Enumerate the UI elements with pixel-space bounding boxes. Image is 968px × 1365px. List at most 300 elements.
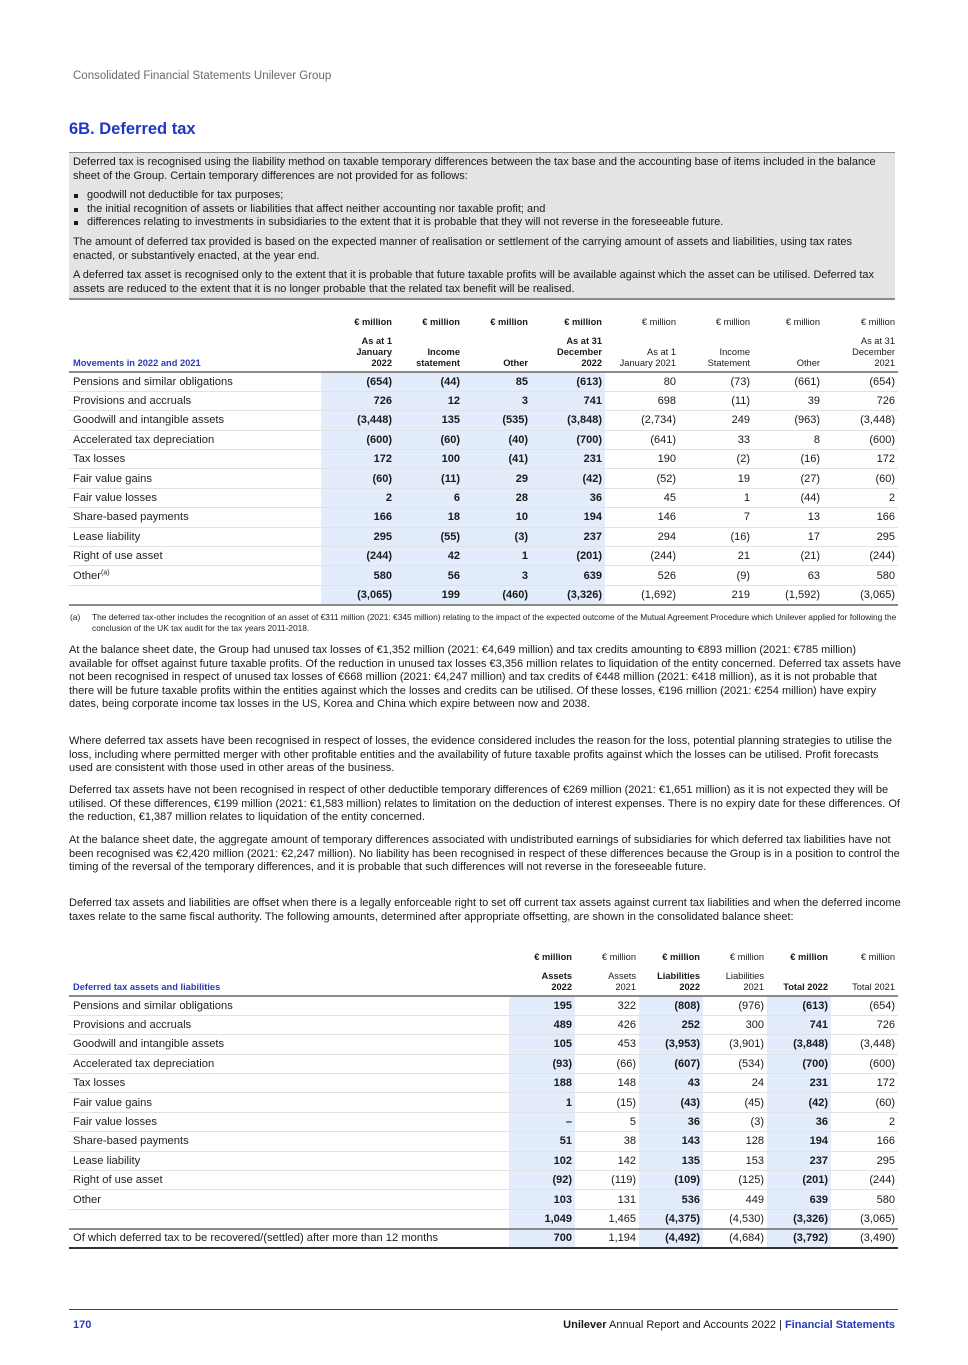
- value-cell: 103: [509, 1190, 575, 1209]
- row-label: [69, 1074, 509, 1093]
- value-cell: 12: [395, 391, 463, 410]
- table-row: [69, 527, 898, 546]
- column-header-line: Assets: [608, 971, 636, 981]
- value-cell: (654): [321, 372, 395, 391]
- row-label-text: Accelerated tax depreciation: [73, 1057, 215, 1070]
- value-cell: 1,465: [575, 1209, 639, 1228]
- value-cell: (4,530): [703, 1209, 767, 1228]
- row-label: [69, 1171, 509, 1190]
- value-cell: (3,848): [531, 411, 605, 430]
- value-cell: 2: [823, 488, 898, 507]
- row-label-text: Fair value gains: [73, 472, 152, 485]
- column-header: [703, 971, 767, 996]
- value-cell: (3,448): [823, 411, 898, 430]
- value-cell: (73): [679, 372, 753, 391]
- policy-bullet: the initial recognition of assets or liabilities that affect neither accounting nor taxable profit; and: [73, 203, 891, 217]
- column-header-line: 2022: [551, 982, 572, 992]
- value-cell: 5: [575, 1112, 639, 1131]
- value-cell: 172: [321, 450, 395, 469]
- row-label: [69, 508, 321, 527]
- value-cell: (9): [679, 566, 753, 585]
- value-cell: 700: [509, 1229, 575, 1248]
- value-cell: 580: [823, 566, 898, 585]
- value-cell: 43: [639, 1074, 703, 1093]
- value-cell: (661): [753, 372, 823, 391]
- policy-paragraph: A deferred tax asset is recognised only to the extent that it is probable that future taxable profits will be available against which the asset can be utilised. Deferred tax assets are reduced to the extent that it is no longer probable that the related tax benefit will be realised.: [73, 269, 875, 295]
- value-cell: 726: [823, 391, 898, 410]
- row-label: [69, 1209, 509, 1228]
- row-label: [69, 391, 321, 410]
- row-label-text: Fair value losses: [73, 1116, 157, 1129]
- row-label: [69, 1190, 509, 1209]
- row-label: [69, 1112, 509, 1131]
- row-label-text: Of which deferred tax to be recovered/(settled) after more than 12 months: [73, 1232, 439, 1245]
- value-cell: 131: [575, 1190, 639, 1209]
- value-cell: 102: [509, 1151, 575, 1170]
- value-cell: (92): [509, 1171, 575, 1190]
- footnote-text: The deferred tax-other includes the recognition of an asset of €311 million (2021: €345 million) relating to the impact of the expected outcome of the Mutual Agreement Procedure which Unilever applied for following the conclusion of the UK tax audit for the tax years 2011-2018.: [92, 612, 897, 633]
- row-label-text: Share-based payments: [73, 511, 189, 524]
- row-label-text: Right of use asset: [73, 550, 163, 563]
- value-cell: 741: [767, 1015, 831, 1034]
- value-cell: (3,848): [767, 1035, 831, 1054]
- value-cell: 8: [753, 430, 823, 449]
- value-cell: (963): [753, 411, 823, 430]
- footer-brand: Unilever: [563, 1319, 607, 1331]
- value-cell: (3,901): [703, 1035, 767, 1054]
- value-cell: 194: [767, 1132, 831, 1151]
- value-cell: (4,492): [639, 1229, 703, 1248]
- value-cell: 188: [509, 1074, 575, 1093]
- value-cell: 28: [463, 488, 531, 507]
- value-cell: (534): [703, 1054, 767, 1073]
- value-cell: (654): [831, 996, 898, 1015]
- value-cell: 489: [509, 1015, 575, 1034]
- column-header-line: 2022: [679, 982, 700, 992]
- section-title: 6B. Deferred tax: [69, 120, 196, 138]
- value-cell: (654): [823, 372, 898, 391]
- total-row: [69, 1209, 898, 1228]
- value-cell: (93): [509, 1054, 575, 1073]
- row-label: [69, 1093, 509, 1112]
- table-row: [69, 411, 898, 430]
- running-header: Consolidated Financial Statements Unilever Group: [73, 70, 332, 82]
- policy-bullet-list: [73, 189, 891, 230]
- table-row: [69, 1074, 898, 1093]
- value-cell: (55): [395, 527, 463, 546]
- value-cell: –: [509, 1112, 575, 1131]
- value-cell: 294: [605, 527, 679, 546]
- movements-table: [69, 317, 898, 606]
- row-label-text: Other: [73, 569, 101, 582]
- value-cell: 21: [679, 547, 753, 566]
- column-header-line: 2021: [743, 982, 764, 992]
- value-cell: (125): [703, 1171, 767, 1190]
- column-header-line: Assets: [541, 971, 572, 981]
- row-label-text: Share-based payments: [73, 1135, 189, 1148]
- table-row: [69, 430, 898, 449]
- unit-label: € million: [860, 952, 895, 962]
- value-cell: 249: [679, 411, 753, 430]
- value-cell: 56: [395, 566, 463, 585]
- column-header-line: Total 2022: [783, 982, 828, 992]
- value-cell: 10: [463, 508, 531, 527]
- value-cell: 172: [831, 1074, 898, 1093]
- value-cell: 195: [509, 996, 575, 1015]
- value-cell: (60): [831, 1093, 898, 1112]
- value-cell: (109): [639, 1171, 703, 1190]
- value-cell: 146: [605, 508, 679, 527]
- assets-liabilities-table: [69, 952, 898, 1249]
- value-cell: (244): [831, 1171, 898, 1190]
- column-header-line: Income: [427, 347, 460, 357]
- value-cell: (119): [575, 1171, 639, 1190]
- value-cell: 1: [463, 547, 531, 566]
- value-cell: 63: [753, 566, 823, 585]
- value-cell: (3,792): [767, 1229, 831, 1248]
- value-cell: (808): [639, 996, 703, 1015]
- column-header: [509, 971, 575, 996]
- value-cell: 148: [575, 1074, 639, 1093]
- value-cell: 2: [831, 1112, 898, 1131]
- body-paragraph: Deferred tax assets and liabilities are offset when there is a legally enforceable right to set off current tax assets against current tax liabilities and when the deferred income taxes relate to the same fiscal authority. The following amounts, determined after appropriate offsetting, are shown in the consolidated balance sheet:: [69, 897, 901, 923]
- table-row: [69, 1171, 898, 1190]
- value-cell: 1,194: [575, 1229, 639, 1248]
- footnote: [69, 612, 898, 634]
- table-row: [69, 1015, 898, 1034]
- value-cell: 580: [831, 1190, 898, 1209]
- value-cell: (11): [395, 469, 463, 488]
- value-cell: (3,448): [321, 411, 395, 430]
- value-cell: (2,734): [605, 411, 679, 430]
- footnote-reference: (a): [100, 568, 110, 576]
- value-cell: (535): [463, 411, 531, 430]
- value-cell: 1: [509, 1093, 575, 1112]
- value-cell: 698: [605, 391, 679, 410]
- value-cell: 17: [753, 527, 823, 546]
- value-cell: 166: [831, 1132, 898, 1151]
- row-label: [69, 1035, 509, 1054]
- value-cell: (976): [703, 996, 767, 1015]
- value-cell: (60): [395, 430, 463, 449]
- value-cell: (40): [463, 430, 531, 449]
- column-header: [679, 336, 753, 372]
- value-cell: (42): [531, 469, 605, 488]
- value-cell: (21): [753, 547, 823, 566]
- row-label: [69, 1054, 509, 1073]
- column-header: [831, 971, 898, 996]
- accounting-policy-box: [69, 152, 895, 300]
- value-cell: 33: [679, 430, 753, 449]
- row-label-text: Tax losses: [73, 453, 126, 466]
- unit-label: € million: [729, 952, 764, 962]
- value-cell: (613): [531, 372, 605, 391]
- page-number: 170: [73, 1319, 92, 1331]
- row-label-text: Lease liability: [73, 530, 141, 543]
- value-cell: 190: [605, 450, 679, 469]
- value-cell: (244): [605, 547, 679, 566]
- value-cell: 231: [767, 1074, 831, 1093]
- value-cell: (3): [703, 1112, 767, 1131]
- value-cell: (201): [531, 547, 605, 566]
- table-row: [69, 488, 898, 507]
- value-cell: 300: [703, 1015, 767, 1034]
- value-cell: 128: [703, 1132, 767, 1151]
- value-cell: (244): [321, 547, 395, 566]
- value-cell: (45): [703, 1093, 767, 1112]
- value-cell: 39: [753, 391, 823, 410]
- column-header-line: As at 31: [566, 336, 602, 346]
- value-cell: (641): [605, 430, 679, 449]
- body-paragraph: Where deferred tax assets have been recognised in respect of losses, the evidence considered includes the reason for the loss, potential planning strategies to utilise the loss, including where permitted merger with other profitable entities and the availability of future taxable profits against which the losses can be utilised. Profit forecasts used are consistent with those used in other areas of the business.: [69, 735, 893, 775]
- value-cell: 536: [639, 1190, 703, 1209]
- unit-label: € million: [785, 317, 820, 327]
- value-cell: (60): [823, 469, 898, 488]
- row-label: [69, 1229, 509, 1248]
- table-row: [69, 469, 898, 488]
- value-cell: 580: [321, 566, 395, 585]
- table-row: [69, 1093, 898, 1112]
- value-cell: 80: [605, 372, 679, 391]
- table-row: [69, 1112, 898, 1131]
- value-cell: 219: [679, 585, 753, 604]
- policy-intro: Deferred tax is recognised using the liability method on taxable temporary differences between the tax base and the accounting base of items included in the balance sheet of the Group. Certain temporary differences are not provided for as follows:: [73, 156, 876, 182]
- value-cell: (3,065): [831, 1209, 898, 1228]
- value-cell: 36: [531, 488, 605, 507]
- row-label-text: Right of use asset: [73, 1174, 163, 1187]
- row-label: [69, 450, 321, 469]
- column-header: [823, 336, 898, 372]
- value-cell: (4,684): [703, 1229, 767, 1248]
- value-cell: 85: [463, 372, 531, 391]
- table-row: [69, 1151, 898, 1170]
- table-row: [69, 508, 898, 527]
- row-label: [69, 430, 321, 449]
- value-cell: 143: [639, 1132, 703, 1151]
- row-label-text: Pensions and similar obligations: [73, 999, 233, 1012]
- value-cell: 295: [823, 527, 898, 546]
- column-header-line: December: [557, 347, 602, 357]
- value-cell: 51: [509, 1132, 575, 1151]
- row-label: [69, 1132, 509, 1151]
- column-header-line: Liabilities: [725, 971, 764, 981]
- value-cell: 3: [463, 391, 531, 410]
- value-cell: 639: [531, 566, 605, 585]
- value-cell: (16): [679, 527, 753, 546]
- value-cell: (3,326): [531, 585, 605, 604]
- column-header-line: 2022: [581, 358, 602, 368]
- value-cell: 237: [531, 527, 605, 546]
- value-cell: 6: [395, 488, 463, 507]
- unit-label: € million: [564, 317, 602, 327]
- value-cell: 153: [703, 1151, 767, 1170]
- column-header: [531, 336, 605, 372]
- column-header-line: Income: [719, 347, 750, 357]
- value-cell: (201): [767, 1171, 831, 1190]
- row-label-text: Fair value losses: [73, 492, 157, 505]
- value-cell: (52): [605, 469, 679, 488]
- row-label-text: Tax losses: [73, 1077, 126, 1090]
- value-cell: (600): [321, 430, 395, 449]
- unit-label: € million: [601, 952, 636, 962]
- column-header-line: As at 31: [860, 336, 895, 346]
- footer-section-link[interactable]: Financial Statements: [784, 1319, 895, 1331]
- value-cell: 19: [679, 469, 753, 488]
- value-cell: (43): [639, 1093, 703, 1112]
- row-label: [69, 488, 321, 507]
- column-header: [605, 336, 679, 372]
- unit-label: € million: [662, 952, 700, 962]
- value-cell: 426: [575, 1015, 639, 1034]
- value-cell: 726: [321, 391, 395, 410]
- value-cell: 231: [531, 450, 605, 469]
- value-cell: 252: [639, 1015, 703, 1034]
- row-label: [69, 469, 321, 488]
- value-cell: (42): [767, 1093, 831, 1112]
- value-cell: (41): [463, 450, 531, 469]
- value-cell: 449: [703, 1190, 767, 1209]
- row-label: [69, 372, 321, 391]
- value-cell: (15): [575, 1093, 639, 1112]
- row-label: [69, 996, 509, 1015]
- row-label: [69, 527, 321, 546]
- table-row: [69, 996, 898, 1015]
- column-header: [321, 336, 395, 372]
- value-cell: 45: [605, 488, 679, 507]
- body-paragraph: At the balance sheet date, the aggregate amount of temporary differences associated with undistributed earnings of subsidiaries for which deferred tax liabilities have not been recognised was €2,420 million (2021: €2,247 million). No liability has been recognised in respect of these differences because the Group is in a position to control the timing of the reversal of the temporary differences, and it is probable that such differences will not reverse in the foreseeable future.: [69, 834, 900, 874]
- value-cell: 2: [321, 488, 395, 507]
- value-cell: (1,692): [605, 585, 679, 604]
- value-cell: 526: [605, 566, 679, 585]
- value-cell: 36: [639, 1112, 703, 1131]
- value-cell: 135: [395, 411, 463, 430]
- value-cell: (44): [753, 488, 823, 507]
- footer-divider: [69, 1309, 898, 1310]
- value-cell: 142: [575, 1151, 639, 1170]
- column-header: [753, 336, 823, 372]
- column-header-line: January 2021: [619, 358, 676, 368]
- value-cell: (700): [767, 1054, 831, 1073]
- policy-paragraph: The amount of deferred tax provided is based on the expected manner of realisation or settlement of the carrying amount of assets and liabilities, using tax rates enacted, or substantively enacted, at the year end.: [73, 235, 852, 262]
- row-label-text: Provisions and accruals: [73, 395, 192, 408]
- value-cell: 18: [395, 508, 463, 527]
- row-label-text: Other: [73, 1193, 101, 1206]
- row-label: [69, 566, 321, 585]
- table-row: [69, 372, 898, 391]
- row-label: [69, 1151, 509, 1170]
- value-cell: (3,065): [321, 585, 395, 604]
- column-header-line: As at 1: [647, 347, 676, 357]
- value-cell: 7: [679, 508, 753, 527]
- value-cell: 741: [531, 391, 605, 410]
- value-cell: (66): [575, 1054, 639, 1073]
- value-cell: (460): [463, 585, 531, 604]
- value-cell: 36: [767, 1112, 831, 1131]
- table-caption: Movements in 2022 and 2021: [69, 336, 321, 372]
- value-cell: 726: [831, 1015, 898, 1034]
- column-header: [767, 971, 831, 996]
- unit-label: € million: [790, 952, 828, 962]
- value-cell: 166: [321, 508, 395, 527]
- column-header-line: statement: [416, 358, 460, 368]
- row-label-text: Provisions and accruals: [73, 1019, 192, 1032]
- value-cell: (3,448): [831, 1035, 898, 1054]
- unit-label: € million: [715, 317, 750, 327]
- value-cell: (3,953): [639, 1035, 703, 1054]
- column-header: [575, 971, 639, 996]
- column-header-line: Statement: [707, 358, 750, 368]
- column-header-line: As at 1: [361, 336, 392, 346]
- column-header-line: 2021: [615, 982, 636, 992]
- value-cell: 24: [703, 1074, 767, 1093]
- value-cell: 166: [823, 508, 898, 527]
- column-header: [463, 336, 531, 372]
- column-header: [639, 971, 703, 996]
- value-cell: 29: [463, 469, 531, 488]
- table-caption: Deferred tax assets and liabilities: [69, 971, 509, 996]
- value-cell: (60): [321, 469, 395, 488]
- value-cell: 1,049: [509, 1209, 575, 1228]
- value-cell: (244): [823, 547, 898, 566]
- table-row: [69, 566, 898, 585]
- value-cell: (27): [753, 469, 823, 488]
- policy-bullet: differences relating to investments in subsidiaries to the extent that it is probable that they will not reverse in the foreseeable future.: [73, 216, 891, 230]
- unit-label: € million: [354, 317, 392, 327]
- unit-label: € million: [490, 317, 528, 327]
- unit-label: € million: [534, 952, 572, 962]
- value-cell: 639: [767, 1190, 831, 1209]
- policy-bullet: goodwill not deductible for tax purposes;: [73, 189, 891, 203]
- table-row: [69, 1132, 898, 1151]
- column-header-line: Other: [503, 358, 528, 368]
- row-label: [69, 585, 321, 604]
- value-cell: 194: [531, 508, 605, 527]
- value-cell: 100: [395, 450, 463, 469]
- table-row: [69, 1190, 898, 1209]
- value-cell: (3): [463, 527, 531, 546]
- unit-label: € million: [641, 317, 676, 327]
- value-cell: 295: [831, 1151, 898, 1170]
- column-header-line: December: [852, 347, 895, 357]
- footnote-mark: (a): [70, 612, 81, 622]
- table-row: [69, 1035, 898, 1054]
- value-cell: 237: [767, 1151, 831, 1170]
- value-cell: (4,375): [639, 1209, 703, 1228]
- table-row: [69, 1054, 898, 1073]
- row-label-text: Accelerated tax depreciation: [73, 433, 215, 446]
- value-cell: 105: [509, 1035, 575, 1054]
- value-cell: 3: [463, 566, 531, 585]
- row-label-text: Goodwill and intangible assets: [73, 1038, 225, 1051]
- row-label-text: Goodwill and intangible assets: [73, 414, 225, 427]
- table-row: [69, 547, 898, 566]
- value-cell: 135: [639, 1151, 703, 1170]
- value-cell: (613): [767, 996, 831, 1015]
- value-cell: 199: [395, 585, 463, 604]
- value-cell: (3,490): [831, 1229, 898, 1248]
- value-cell: (600): [831, 1054, 898, 1073]
- value-cell: (700): [531, 430, 605, 449]
- column-header-line: January: [356, 347, 392, 357]
- column-header: [395, 336, 463, 372]
- value-cell: (1,592): [753, 585, 823, 604]
- value-cell: 13: [753, 508, 823, 527]
- column-header-line: 2022: [371, 358, 392, 368]
- value-cell: 42: [395, 547, 463, 566]
- value-cell: (600): [823, 430, 898, 449]
- row-label: [69, 547, 321, 566]
- value-cell: (3,326): [767, 1209, 831, 1228]
